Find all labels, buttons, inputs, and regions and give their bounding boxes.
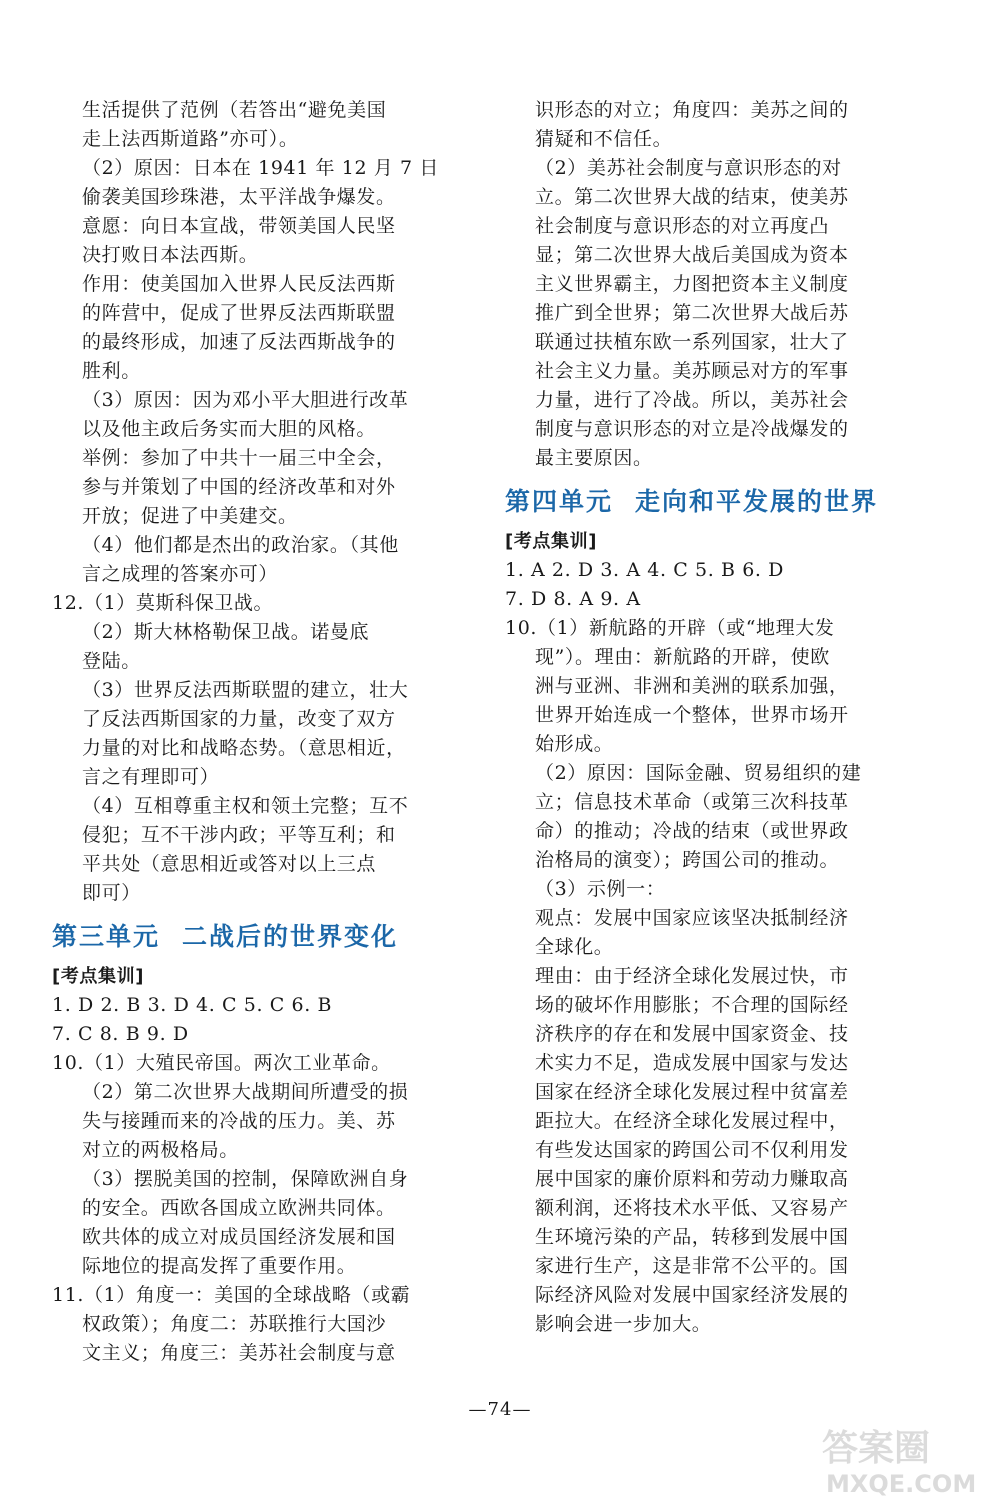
unit4-line: 济秩序的存在和发展中国家资金、技 [535, 1023, 849, 1045]
right-column-line: 立。第二次世界大战的结束，使美苏 [535, 186, 849, 208]
left-column-line: 登陆。 [82, 650, 141, 672]
left-column-line: （3）原因：因为邓小平大胆进行改革 [82, 389, 409, 411]
left-column-line: 走上法西斯道路”亦可）。 [82, 128, 299, 150]
unit4-line: 7. D 8. A 9. A [505, 588, 641, 610]
unit3-subheading: [考点集训] [52, 966, 145, 987]
unit4-line: 世界开始连成一个整体，世界市场开 [535, 704, 849, 726]
right-column-line: 社会主义力量。美苏顾忌对方的军事 [535, 360, 849, 382]
unit3-line: 失与接踵而来的冷战的压力。美、苏 [82, 1110, 396, 1132]
left-column-line: 作用：使美国加入世界人民反法西斯 [82, 273, 396, 295]
unit4-heading [505, 483, 925, 521]
right-column-line: 主义世界霸主，力图把资本主义制度 [535, 273, 849, 295]
unit4-line: （3）示例一： [535, 878, 666, 900]
unit4-line: 术实力不足，造成发展中国家与发达 [535, 1052, 849, 1074]
unit4-line: 额利润，还将技术水平低、又容易产 [535, 1197, 849, 1219]
left-column-line: 参与并策划了中国的经济改革和对外 [82, 476, 396, 498]
left-column-line: 言之成理的答案亦可） [82, 563, 279, 585]
left-column-line: 言之有理即可） [82, 766, 220, 788]
left-column-line: 决打败日本法西斯。 [82, 244, 259, 266]
left-column-line: 平共处（意思相近或答对以上三点 [82, 853, 377, 875]
watermark-url: MXQE.COM [826, 1470, 977, 1498]
unit3-line: （3）摆脱美国的控制，保障欧洲自身 [82, 1168, 409, 1190]
left-column-line: 了反法西斯国家的力量，改变了双方 [82, 708, 396, 730]
unit4-line: 洲与亚洲、非洲和美洲的联系加强， [535, 675, 849, 697]
unit4-line: 全球化。 [535, 936, 614, 958]
unit3-line: 对立的两极格局。 [82, 1139, 239, 1161]
right-column-line: （2）美苏社会制度与意识形态的对 [535, 157, 842, 179]
watermark-text: 答案圈 [822, 1428, 931, 1469]
unit4-line: 国家在经济全球化发展过程中贫富差 [535, 1081, 849, 1103]
left-column-text [52, 96, 472, 908]
left-column-line: （3）世界反法西斯联盟的建立，壮大 [82, 679, 409, 701]
unit4-line: 距拉大。在经济全球化发展过程中， [535, 1110, 849, 1132]
unit4-line: 际经济风险对发展中国家经济发展的 [535, 1284, 849, 1306]
unit3-line: 10.（1）大殖民帝国。两次工业革命。 [52, 1052, 391, 1074]
unit4-line: 立；信息技术革命（或第三次科技革 [535, 791, 849, 813]
left-column-line: 开放；促进了中美建交。 [82, 505, 298, 527]
unit4-line: 10.（1）新航路的开辟（或“地理大发 [505, 617, 835, 639]
unit4-line: 场的破坏作用膨胀；不合理的国际经 [535, 994, 849, 1016]
unit4-heading-number: 第四单元 [505, 487, 614, 516]
unit4-line: 命）的推动；冷战的结束（或世界政 [535, 820, 849, 842]
right-column-text [505, 96, 925, 473]
unit4-line: 治格局的演变）；跨国公司的推动。 [535, 849, 840, 871]
right-column [505, 96, 925, 1339]
right-column-line: 力量，进行了冷战。所以，美苏社会 [535, 389, 849, 411]
unit4-heading-title: 走向和平发展的世界 [635, 487, 879, 516]
left-column-line: 举例：参加了中共十一届三中全会， [82, 447, 396, 469]
right-column-line: 最主要原因。 [535, 447, 653, 469]
unit4-line: 理由：由于经济全球化发展过快，市 [535, 965, 849, 987]
unit4-line: 有些发达国家的跨国公司不仅利用发 [535, 1139, 849, 1161]
right-column-line: 推广到全世界；第二次世界大战后苏 [535, 302, 849, 324]
unit3-line: 1. D 2. B 3. D 4. C 5. C 6. B [52, 994, 333, 1016]
unit3-answers [52, 991, 472, 1368]
unit4-line: 影响会进一步加大。 [535, 1313, 712, 1335]
left-column-line: 偷袭美国珍珠港，太平洋战争爆发。 [82, 186, 396, 208]
left-column-line: 的最终形成，加速了反法西斯战争的 [82, 331, 396, 353]
left-column-line: 12.（1）莫斯科保卫战。 [52, 592, 274, 614]
left-column-line: （4）互相尊重主权和领土完整；互不 [82, 795, 409, 817]
unit4-line: 1. A 2. D 3. A 4. C 5. B 6. D [505, 559, 785, 581]
unit3-heading-number: 第三单元 [52, 922, 161, 951]
unit4-line: 观点：发展中国家应该坚决抵制经济 [535, 907, 849, 929]
unit4-answers [505, 556, 925, 1339]
left-column-line: 的阵营中，促成了世界反法西斯联盟 [82, 302, 396, 324]
unit3-line: 权政策）；角度二：苏联推行大国沙 [82, 1313, 387, 1335]
left-column-line: 以及他主政后务实而大胆的风格。 [82, 418, 377, 440]
unit3-line: 文主义；角度三：美苏社会制度与意 [82, 1342, 396, 1364]
unit3-line: （2）第二次世界大战期间所遭受的损 [82, 1081, 409, 1103]
unit3-line: 欧共体的成立对成员国经济发展和国 [82, 1226, 396, 1248]
right-column-line: 社会制度与意识形态的对立再度凸 [535, 215, 830, 237]
unit3-heading [52, 918, 472, 956]
unit3-line: 的安全。西欧各国成立欧洲共同体。 [82, 1197, 396, 1219]
left-column-line: 意愿：向日本宣战，带领美国人民坚 [82, 215, 396, 237]
unit4-line: （2）原因：国际金融、贸易组织的建 [535, 762, 862, 784]
unit4-line: 现”）。理由：新航路的开辟，使欧 [535, 646, 830, 668]
right-column-line: 猜疑和不信任。 [535, 128, 673, 150]
unit4-line: 始形成。 [535, 733, 614, 755]
left-column-line: （4）他们都是杰出的政治家。（其他 [82, 534, 399, 556]
unit3-line: 11.（1）角度一：美国的全球战略（或霸 [52, 1284, 411, 1306]
right-column-line: 制度与意识形态的对立是冷战爆发的 [535, 418, 849, 440]
unit4-line: 生环境污染的产品，转移到发展中国 [535, 1226, 849, 1248]
left-column [52, 96, 472, 1368]
left-column-line: 胜利。 [82, 360, 141, 382]
right-column-line: 联通过扶植东欧一系列国家，壮大了 [535, 331, 849, 353]
left-column-line: 生活提供了范例（若答出“避免美国 [82, 99, 387, 121]
unit4-line: 展中国家的廉价原料和劳动力赚取高 [535, 1168, 849, 1190]
left-column-line: （2）斯大林格勒保卫战。诺曼底 [82, 621, 370, 643]
watermark-logo [812, 1418, 992, 1498]
unit4-subheading: [考点集训] [505, 531, 598, 552]
left-column-line: 力量的对比和战略态势。（意思相近， [82, 737, 406, 759]
unit4-line: 家进行生产，这是非常不公平的。国 [535, 1255, 849, 1277]
left-column-line: （2）原因：日本在 1941 年 12 月 7 日 [82, 157, 439, 179]
left-column-line: 即可） [82, 882, 141, 904]
unit3-heading-title: 二战后的世界变化 [182, 922, 399, 951]
right-column-line: 显；第二次世界大战后美国成为资本 [535, 244, 849, 266]
right-column-line: 识形态的对立；角度四：美苏之间的 [535, 99, 849, 121]
page-number: —74— [468, 1399, 532, 1420]
left-column-line: 侵犯；互不干涉内政；平等互利；和 [82, 824, 396, 846]
unit3-line: 7. C 8. B 9. D [52, 1023, 189, 1045]
unit3-line: 际地位的提高发挥了重要作用。 [82, 1255, 357, 1277]
